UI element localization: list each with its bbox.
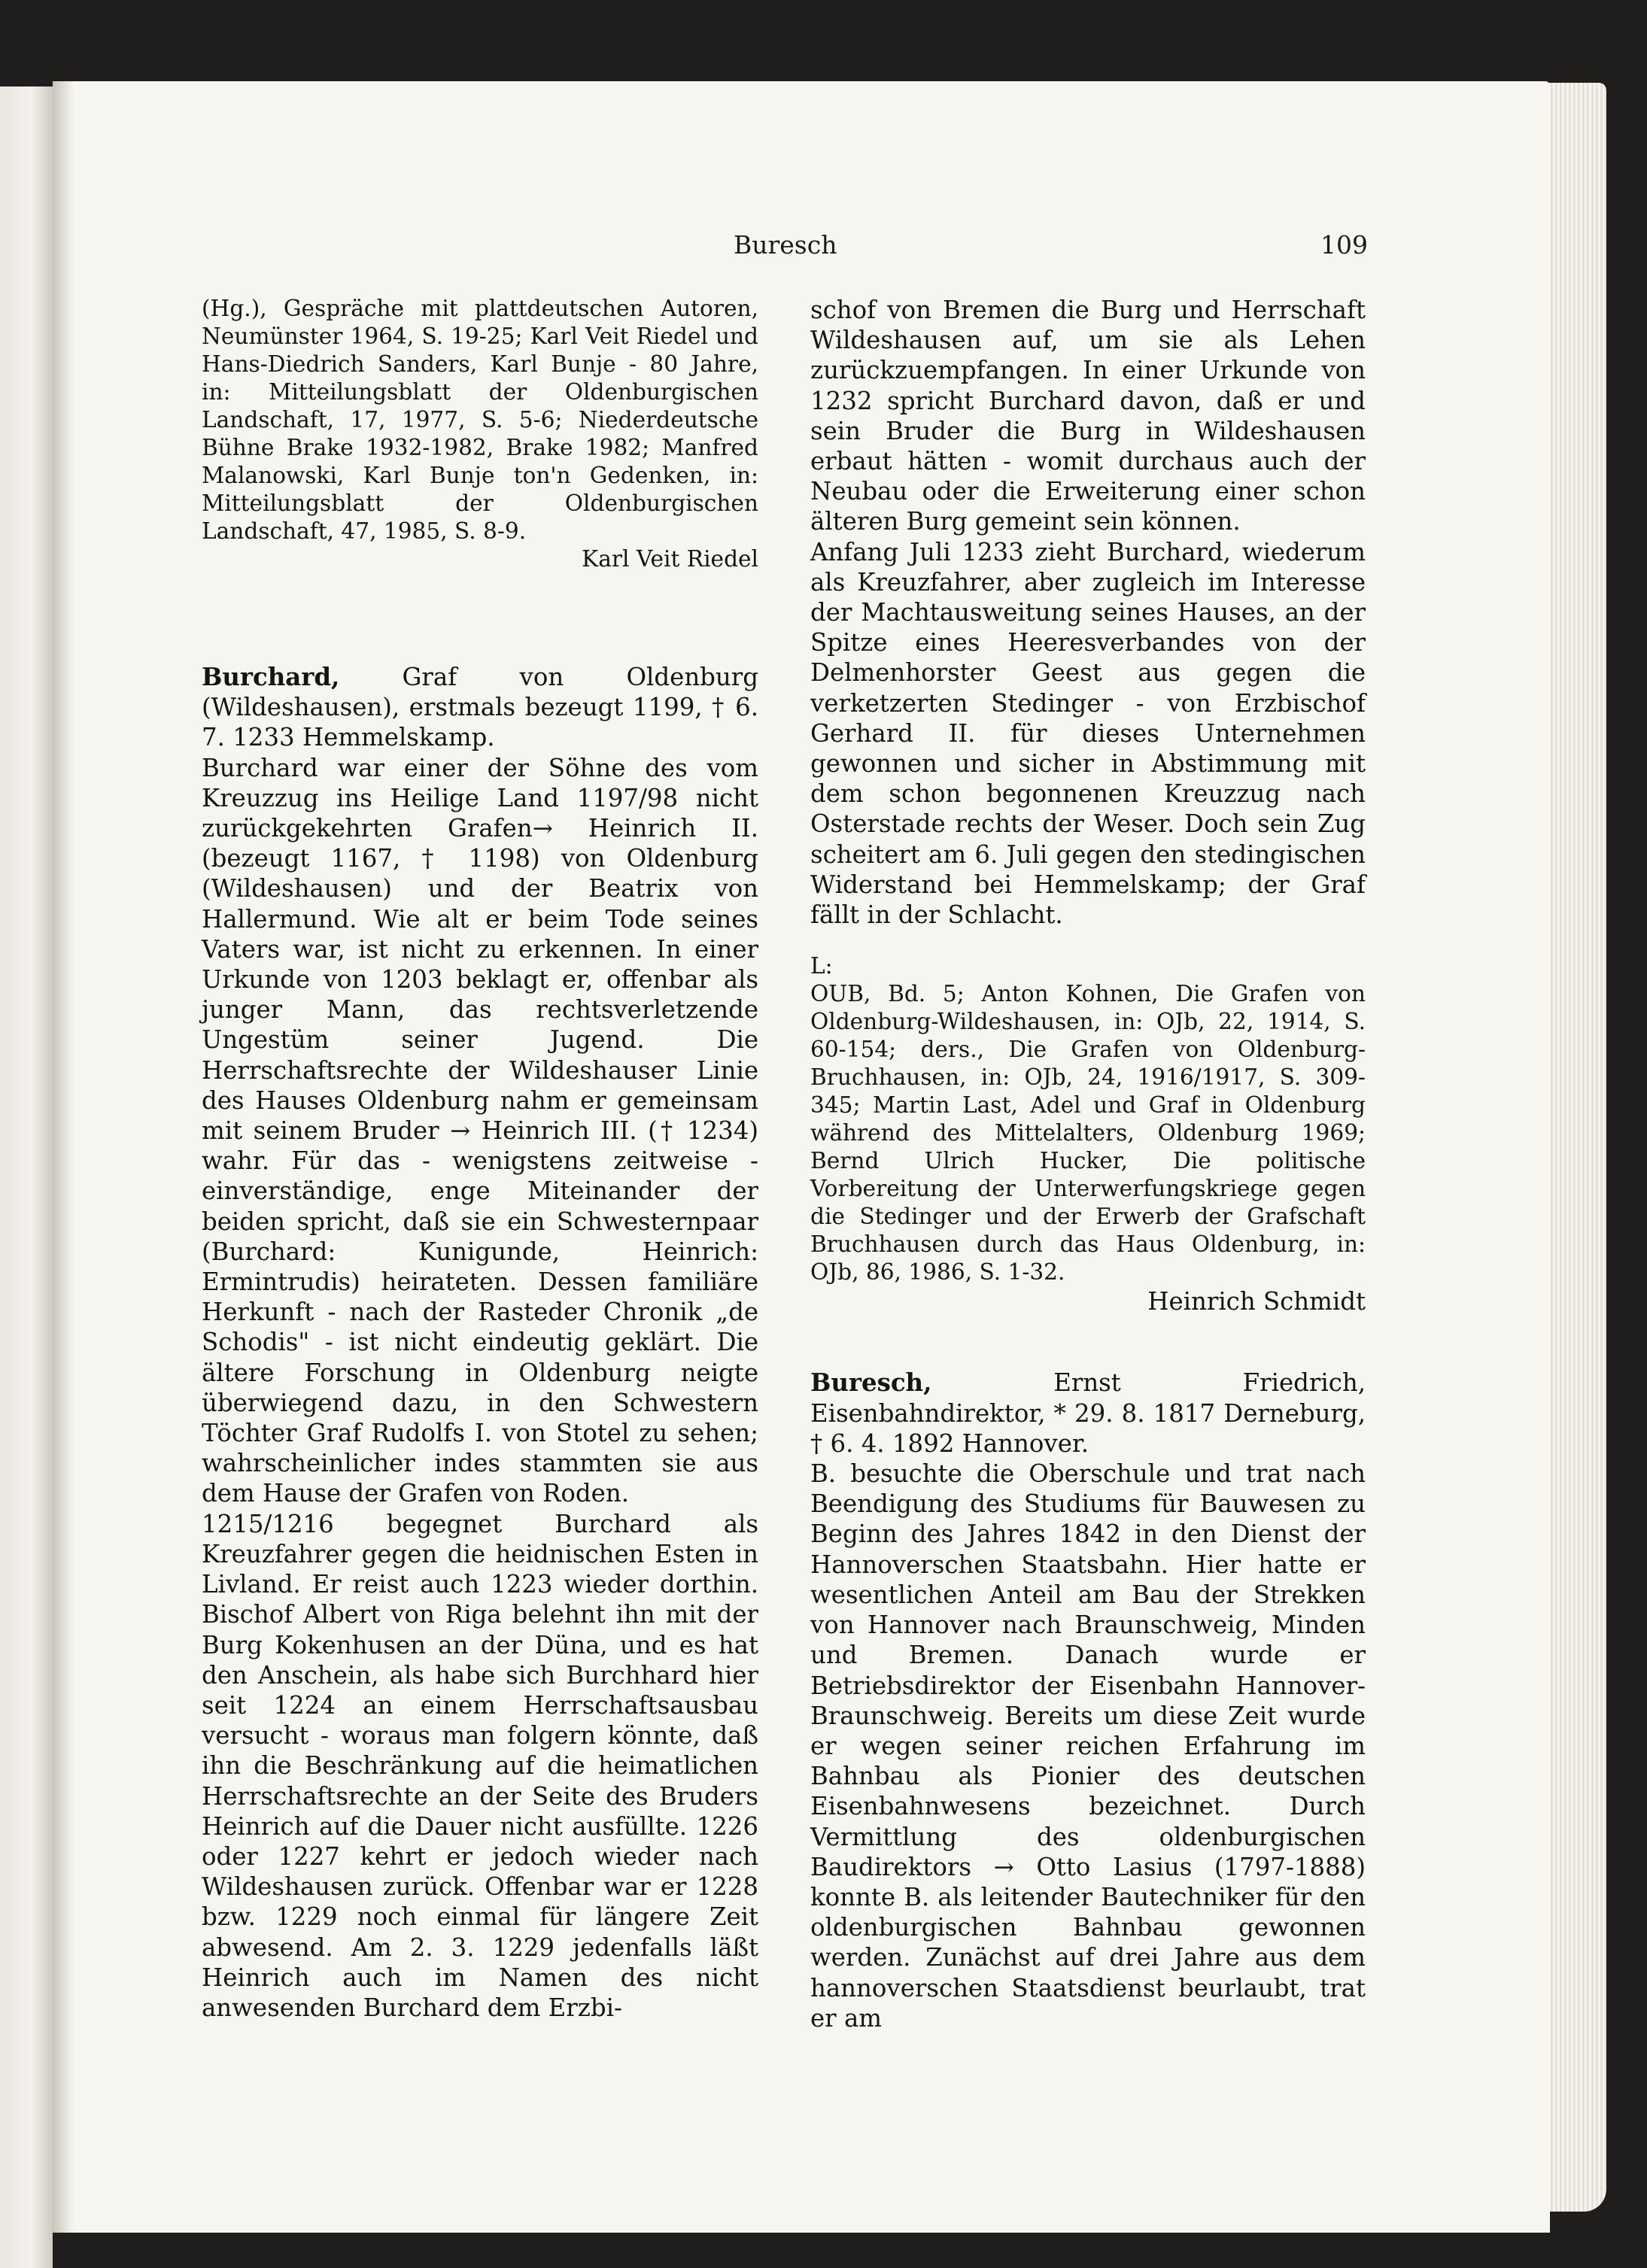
literature-references: OUB, Bd. 5; Anton Kohnen, Die Grafen von Oldenburg-Wildeshausen, in: OJb, 22, 1914, S. 60-154; ders., Die Grafen von Oldenburg-Bruchhausen, in: OJb, 24, 1916/1917, S. 309-345; Martin Last, Adel und Graf in Oldenburg während des Mittelalters, Oldenburg 1969; Bernd Ulrich Hucker, Die politische Vorbereitung der Unterwerfungskriege gegen die Stedinger und der Erwerb der Grafschaft Bruchhausen durch das Haus Oldenburg, in: OJb, 86, 1986, S. 1-32.: [810, 981, 1366, 1286]
entry-name: Burchard,: [202, 663, 340, 691]
entry-heading-text: Graf von Oldenburg (Wildeshausen), erstmals bezeugt 1199, † 6. 7. 1233 Hemmelskamp.: [202, 663, 758, 752]
author-signature: Heinrich Schmidt: [1147, 1287, 1366, 1316]
right-column: [810, 295, 1366, 2033]
facing-page-edge: [0, 87, 53, 2268]
body-paragraph: schof von Bremen die Burg und Herrschaft Wildeshausen auf, um sie als Lehen zurückzuempfangen. In einer Urkunde von 1232 spricht Burchard davon, daß er und sein Bruder die Burg in Wildeshausen erbaut hätten - womit durchaus auch der Neubau oder die Erweiterung einer schon älteren Burg gemeint sein können.: [810, 296, 1366, 536]
body-paragraph: Anfang Juli 1233 zieht Burchard, wiederum als Kreuzfahrer, aber zugleich im Interesse der Machtausweitung seines Hauses, an der Spitze eines Heeresverbandes von der Delmenhorster Geest aus gegen die verketzerten Stedinger - von Erzbischof Gerhard II. für dieses Unternehmen gewonnen und sicher in Abstimmung mit dem schon begonnenen Kreuzzug nach Osterstade rechts der Weser. Doch sein Zug scheitert am 6. Juli gegen den stedingischen Widerstand bei Hemmelskamp; der Graf fällt in der Schlacht.: [810, 537, 1366, 930]
entry-heading-burchard: [202, 662, 758, 753]
literature-label: L:: [810, 953, 833, 979]
page-number: 109: [1320, 230, 1368, 260]
entry-heading-text: Ernst Friedrich, Eisenbahndirektor, * 29. 8. 1817 Derneburg, † 6. 4. 1892 Hannover.: [810, 1368, 1366, 1458]
body-paragraph: B. besuchte die Oberschule und trat nach Beendigung des Studiums für Bauwesen zu Beginn des Jahres 1842 in den Dienst der Hannoverschen Staatsbahn. Hier hatte er wesentlichen Anteil am Bau der Strekken von Hannover nach Braunschweig, Minden und Bremen. Danach wurde er Betriebsdirektor der Eisenbahn Hannover-Braunschweig. Bereits um diese Zeit wurde er wegen seiner reichen Erfahrung im Bahnbau als Pionier des deutschen Eisenbahnwesens bezeichnet. Durch Vermittlung des oldenburgischen Baudirektors → Otto Lasius (1797-1888) konnte B. als leitender Bautechniker für den oldenburgischen Bahnbau gewonnen werden. Zunächst auf drei Jahre aus dem hannoverschen Staatsdienst beurlaubt, trat er am: [810, 1459, 1366, 2033]
author-signature: Karl Veit Riedel: [582, 546, 758, 572]
entry-name: Buresch,: [810, 1368, 932, 1398]
left-column: [202, 295, 758, 2023]
bibliography-continued: (Hg.), Gespräche mit plattdeutschen Autoren, Neumünster 1964, S. 19-25; Karl Veit Riedel und Hans-Diedrich Sanders, Karl Bunje - 80 Jahre, in: Mitteilungsblatt der Oldenburgischen Landschaft, 17, 1977, S. 5-6; Niederdeutsche Bühne Brake 1932-1982, Brake 1982; Manfred Malanowski, Karl Bunje ton'n Gedenken, in: Mitteilungsblatt der Oldenburgischen Landschaft, 47, 1985, S. 8-9.: [202, 296, 758, 544]
body-paragraph: 1215/1216 begegnet Burchard als Kreuzfahrer gegen die heidnischen Esten in Livland. Er reist auch 1223 wieder dorthin. Bischof Albert von Riga belehnt ihn mit der Burg Kokenhusen an der Düna, und es hat den Anschein, als habe sich Burchhard hier seit 1224 an einem Herrschaftsausbau versucht - woraus man folgern könnte, daß ihn die Beschränkung auf die heimatlichen Herrschaftsrechte an der Seite des Bruders Heinrich auf die Dauer nicht ausfüllte. 1226 oder 1227 kehrt er jedoch wieder nach Wildeshausen zurück. Offenbar war er 1228 bzw. 1229 noch einmal für längere Zeit abwesend. Am 2. 3. 1229 jedenfalls läßt Heinrich auch im Namen des nicht anwesenden Burchard dem Erzbi-: [202, 1509, 758, 2022]
literature-spacer: [810, 930, 1366, 952]
entry-spacer: [202, 573, 758, 662]
entry-heading-buresch: [810, 1368, 1366, 1459]
entry-spacer: [810, 1316, 1366, 1368]
running-title: Buresch: [734, 230, 837, 260]
running-head: [0, 230, 1647, 263]
body-paragraph: Burchard war einer der Söhne des vom Kreuzzug ins Heilige Land 1197/98 nicht zurückgekehrten Grafen→ Heinrich II. (bezeugt 1167, † 1198) von Oldenburg (Wildeshausen) und der Beatrix von Hallermund. Wie alt er beim Tode seines Vaters war, ist nicht zu erkennen. In einer Urkunde von 1203 beklagt er, offenbar als junger Mann, das rechtsverletzende Ungestüm seiner Jugend. Die Herrschaftsrechte der Wildeshauser Linie des Hauses Oldenburg nahm er gemeinsam mit seinem Bruder → Heinrich III. († 1234) wahr. Für das - wenigstens zeitweise - einverständige, enge Miteinander der beiden spricht, daß sie ein Schwesternpaar (Burchard: Kunigunde, Heinrich: Ermintrudis) heirateten. Dessen familiäre Herkunft - nach der Rasteder Chronik „de Schodis" - ist nicht eindeutig geklärt. Die ältere Forschung in Oldenburg neigte überwiegend dazu, in den Schwestern Töchter Graf Rudolfs I. von Stotel zu sehen; wahrscheinlicher indes stammten sie aus dem Hause der Grafen von Roden.: [202, 753, 758, 1508]
